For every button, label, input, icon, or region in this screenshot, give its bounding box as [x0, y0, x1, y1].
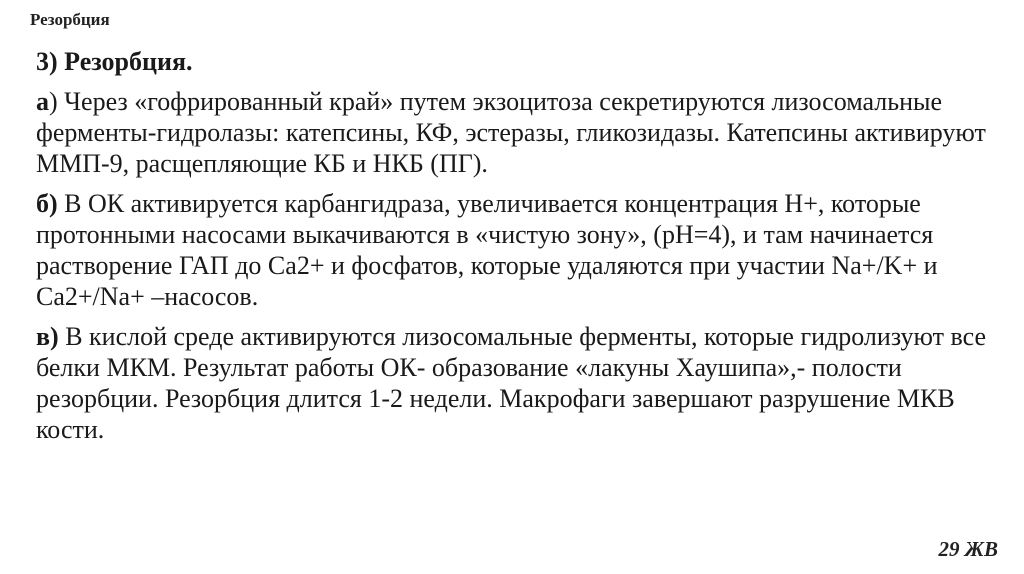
paragraph-a	[36, 86, 996, 179]
paragraph-text: В кислой среде активируются лизосомальные ферменты, которые гидролизуют все белки МКМ. Результат работы ОК- образование «лакуны Хаушипа»,- полости резорбции. Резорбция длится 1-2 недели. Макрофаги завершают разрушение МКВ кости.	[36, 322, 987, 444]
section-heading: 3) Резорбция.	[36, 47, 193, 76]
paragraph-text: ) Через «гофрированный край» путем экзоцитоза секретируются лизосомальные ферменты-гидролазы: катепсины, КФ, эстеразы, гликозидазы. Катепсины активируют ММП-9, расщепляющие КБ и НКБ (ПГ).	[36, 87, 986, 178]
paragraph-text: В ОК активируется карбангидраза, увеличивается концентрация Н+, которые протонными насосами выкачиваются в «чистую зону», (рН=4), и там начинается растворение ГАП до Са2+ и фосфатов, которые удаляются при участии Na+/K+ и Са2+/Na+ –насосов.	[36, 189, 938, 311]
paragraph-marker: а	[36, 87, 49, 116]
paragraph-marker: б)	[36, 189, 58, 218]
slide-label: Резорбция	[30, 10, 110, 29]
paragraph-b	[36, 188, 996, 312]
page-number: 29 ЖВ	[938, 537, 998, 561]
slide-content	[36, 44, 996, 454]
paragraph-c	[36, 321, 996, 445]
paragraph-marker: в)	[36, 322, 59, 351]
